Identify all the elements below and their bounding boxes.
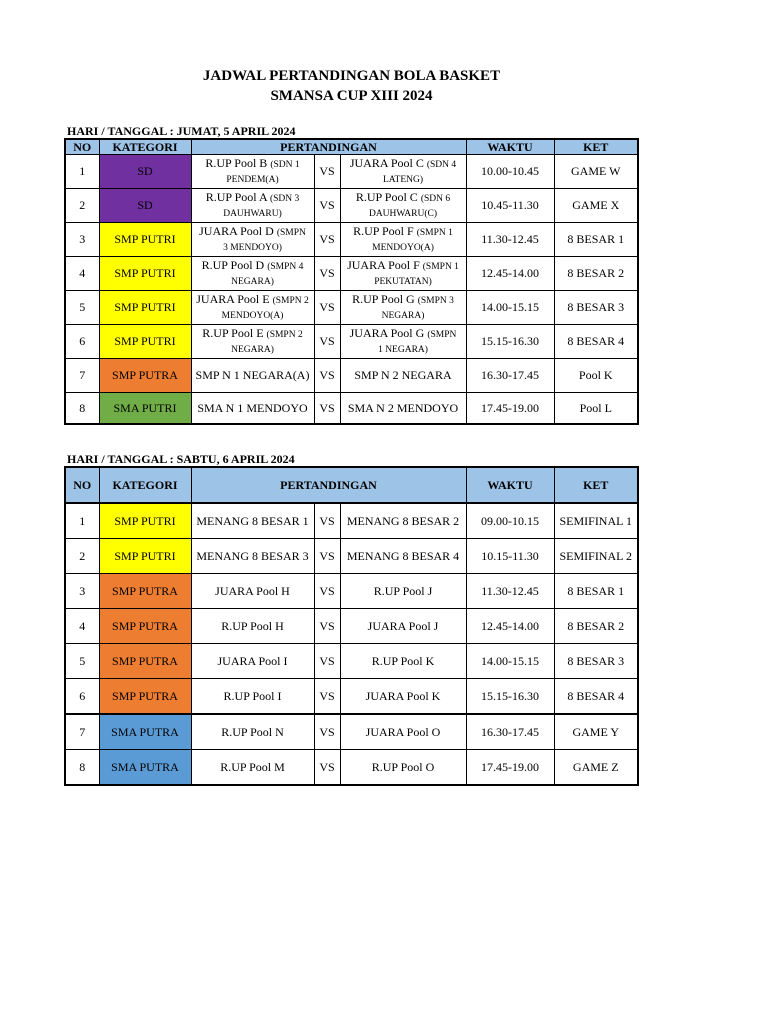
table-row [65,574,638,609]
team_b-name: MENANG 8 BESAR 2 [346,513,460,528]
cell-kategori: SD [99,155,191,189]
team_a-name: R.UP Pool E [202,325,264,340]
cell-vs: VS [314,393,340,425]
cell-no: 4 [65,257,99,291]
team_b-school-name: 1 NEGARA) [378,344,428,355]
table-row [65,539,638,574]
team_a-school-name: 3 MENDOYO) [223,242,282,253]
cell-vs: VS [314,539,340,574]
cell-waktu: 16.30-17.45 [466,714,554,750]
team_a-school-note: (SDN 1 [270,159,300,170]
cell-waktu: 12.45-14.00 [466,257,554,291]
cell-team-b [340,503,466,539]
col-header-waktu: WAKTU [466,139,554,155]
cell-kategori: SMA PUTRI [99,393,191,425]
table-row [65,609,638,644]
cell-team-a [191,714,314,750]
table-row [65,291,638,325]
table-row [65,714,638,750]
cell-team-a [191,609,314,644]
cell-team-b [340,257,466,291]
team_a-name: R.UP Pool D [201,257,265,272]
cell-kategori: SMA PUTRA [99,714,191,750]
cell-waktu: 10.15-11.30 [466,539,554,574]
team_a-name: JUARA Pool I [217,653,288,668]
cell-no: 8 [65,750,99,786]
cell-waktu: 17.45-19.00 [466,393,554,425]
cell-team-b [340,223,466,257]
cell-no: 2 [65,189,99,223]
cell-kategori: SMP PUTRA [99,574,191,609]
cell-kategori: SMP PUTRA [99,359,191,393]
team_a-name: JUARA Pool D [199,223,274,238]
cell-waktu: 11.30-12.45 [466,223,554,257]
team_a-school-name: NEGARA) [231,344,274,355]
col-header-ket: KET [554,467,638,503]
team_b-school-note: (SDN 4 [426,159,457,170]
team_a-school-note: (SDN 3 [269,193,300,204]
team_b-school-name: PEKUTATAN) [374,276,432,287]
cell-ket: 8 BESAR 3 [554,644,638,679]
team_b-name: JUARA Pool C [349,155,424,170]
team_a-name: R.UP Pool N [221,724,284,739]
cell-ket: 8 BESAR 4 [554,325,638,359]
team_b-name: JUARA Pool O [365,724,441,739]
team_a-school-name: PENDEM(A) [226,174,279,185]
cell-vs: VS [314,503,340,539]
cell-team-b [340,155,466,189]
cell-team-a [191,325,314,359]
cell-kategori: SMP PUTRI [99,291,191,325]
cell-team-b [340,714,466,750]
cell-ket: GAME Y [554,714,638,750]
cell-team-a [191,539,314,574]
cell-no: 1 [65,503,99,539]
cell-ket: GAME X [554,189,638,223]
team_b-name: JUARA Pool J [367,618,439,633]
team_b-school-name: LATENG) [382,174,424,185]
cell-kategori: SMP PUTRI [99,539,191,574]
cell-vs: VS [314,644,340,679]
cell-team-a [191,393,314,425]
cell-team-b [340,644,466,679]
team_a-school-name: MENDOYO(A) [221,310,284,321]
cell-ket: Pool K [554,359,638,393]
cell-team-a [191,223,314,257]
day2-label: HARI / TANGGAL : SABTU, 6 APRIL 2024 [67,452,295,466]
cell-kategori: SMA PUTRA [99,750,191,786]
cell-vs: VS [314,223,340,257]
cell-no: 6 [65,325,99,359]
cell-ket: 8 BESAR 1 [554,574,638,609]
col-header-pertandingan: PERTANDINGAN [191,467,466,503]
team_b-school-note: (SMPN 3 [417,295,454,306]
cell-team-a [191,679,314,715]
team_b-name: JUARA Pool K [365,688,441,703]
col-header-kategori: KATEGORI [99,467,191,503]
team_a-name: R.UP Pool A [205,189,267,204]
cell-team-a [191,359,314,393]
cell-no: 3 [65,574,99,609]
cell-vs: VS [314,609,340,644]
table-header-row [65,467,638,503]
team_a-name: JUARA Pool H [215,583,290,598]
cell-vs: VS [314,291,340,325]
team_b-name: R.UP Pool O [371,759,435,774]
team_b-school-name: MENDOYO(A) [372,242,434,253]
team_b-school-name: NEGARA) [381,310,425,321]
team_b-name: SMA N 2 MENDOYO [347,400,459,415]
cell-ket: GAME W [554,155,638,189]
team_a-name: R.UP Pool I [223,688,282,703]
cell-kategori: SMP PUTRA [99,609,191,644]
cell-waktu: 14.00-15.15 [466,644,554,679]
cell-ket: GAME Z [554,750,638,786]
cell-waktu: 15.15-16.30 [466,325,554,359]
day1-label: HARI / TANGGAL : JUMAT, 5 APRIL 2024 [67,124,296,138]
cell-ket: 8 BESAR 2 [554,257,638,291]
col-header-no: NO [65,139,99,155]
cell-kategori: SD [99,189,191,223]
team_a-school-name: DAUHWARU) [223,208,282,219]
schedule-table-day1 [64,138,639,425]
team_a-name: SMA N 1 MENDOYO [197,400,308,415]
cell-no: 5 [65,644,99,679]
cell-waktu: 12.45-14.00 [466,609,554,644]
cell-ket: SEMIFINAL 1 [554,503,638,539]
cell-ket: 8 BESAR 2 [554,609,638,644]
table-row [65,644,638,679]
cell-kategori: SMP PUTRI [99,325,191,359]
cell-kategori: SMP PUTRI [99,503,191,539]
cell-ket: 8 BESAR 3 [554,291,638,325]
col-header-waktu: WAKTU [466,467,554,503]
team_a-name: MENANG 8 BESAR 3 [196,548,309,563]
cell-team-b [340,359,466,393]
cell-team-b [340,609,466,644]
team_a-name: R.UP Pool M [220,759,285,774]
cell-vs: VS [314,325,340,359]
cell-team-a [191,189,314,223]
table-row [65,257,638,291]
cell-team-a [191,257,314,291]
col-header-pertandingan: PERTANDINGAN [191,139,466,155]
cell-team-b [340,574,466,609]
team_a-name: R.UP Pool B [205,155,268,170]
col-header-kategori: KATEGORI [99,139,191,155]
schedule-table-day2 [64,466,639,786]
cell-waktu: 16.30-17.45 [466,359,554,393]
cell-ket: Pool L [554,393,638,425]
cell-team-a [191,574,314,609]
cell-waktu: 09.00-10.15 [466,503,554,539]
cell-team-b [340,539,466,574]
cell-team-a [191,503,314,539]
table-row [65,223,638,257]
cell-ket: SEMIFINAL 2 [554,539,638,574]
team_a-school-name: NEGARA) [231,276,274,287]
cell-no: 3 [65,223,99,257]
cell-no: 7 [65,714,99,750]
cell-vs: VS [314,155,340,189]
table-row [65,359,638,393]
cell-team-b [340,750,466,786]
cell-waktu: 10.45-11.30 [466,189,554,223]
cell-kategori: SMP PUTRI [99,223,191,257]
document-title: JADWAL PERTANDINGAN BOLA BASKET [202,68,501,84]
col-header-ket: KET [554,139,638,155]
table-row [65,503,638,539]
team_b-name: SMP N 2 NEGARA [354,368,452,382]
cell-waktu: 11.30-12.45 [466,574,554,609]
cell-vs: VS [314,750,340,786]
cell-team-b [340,189,466,223]
team_b-name: MENANG 8 BESAR 4 [346,548,460,563]
cell-vs: VS [314,257,340,291]
team_b-name: JUARA Pool G [349,325,425,340]
team_b-school-note: (SMPN 1 [422,261,459,272]
cell-no: 6 [65,679,99,715]
table-row [65,750,638,786]
team_a-name: SMP N 1 NEGARA(A) [195,368,310,382]
table-row [65,679,638,715]
team_b-name: R.UP Pool C [355,189,418,204]
team_a-school-note: (SMPN [276,227,306,238]
team_b-name: R.UP Pool G [352,291,415,306]
team_a-name: R.UP Pool H [221,618,284,633]
team_a-school-note: (SMPN 2 [266,329,303,340]
table-row [65,393,638,425]
cell-kategori: SMP PUTRI [99,257,191,291]
cell-team-a [191,155,314,189]
table-row [65,155,638,189]
team_b-school-note: (SMPN 1 [416,227,453,238]
cell-waktu: 10.00-10.45 [466,155,554,189]
team_a-school-note: (SMPN 4 [267,261,304,272]
cell-vs: VS [314,189,340,223]
cell-no: 4 [65,609,99,644]
cell-team-b [340,679,466,715]
cell-team-a [191,291,314,325]
team_b-name: R.UP Pool F [353,223,414,238]
table-row [65,325,638,359]
team_b-name: R.UP Pool J [373,583,433,598]
team_a-school-note: (SMPN 2 [272,295,309,306]
cell-waktu: 14.00-15.15 [466,291,554,325]
col-header-no: NO [65,467,99,503]
team_b-school-note: (SMPN [427,329,457,340]
cell-team-b [340,393,466,425]
cell-no: 7 [65,359,99,393]
team_a-name: JUARA Pool E [196,291,270,306]
team_b-name: R.UP Pool K [371,653,435,668]
cell-no: 8 [65,393,99,425]
table-row [65,189,638,223]
cell-team-b [340,325,466,359]
cell-vs: VS [314,714,340,750]
team_b-school-name: DAUHWARU(C) [368,208,438,219]
document-subtitle: SMANSA CUP XIII 2024 [270,88,433,104]
cell-kategori: SMP PUTRA [99,644,191,679]
cell-team-a [191,750,314,786]
team_b-name: JUARA Pool F [347,257,420,272]
cell-kategori: SMP PUTRA [99,679,191,715]
cell-team-a [191,644,314,679]
cell-waktu: 17.45-19.00 [466,750,554,786]
cell-vs: VS [314,574,340,609]
cell-vs: VS [314,679,340,715]
cell-ket: 8 BESAR 4 [554,679,638,715]
cell-team-b [340,291,466,325]
cell-no: 1 [65,155,99,189]
cell-no: 5 [65,291,99,325]
cell-vs: VS [314,359,340,393]
team_a-name: MENANG 8 BESAR 1 [196,513,309,528]
team_b-school-note: (SDN 6 [420,193,451,204]
table-header-row [65,139,638,155]
cell-ket: 8 BESAR 1 [554,223,638,257]
cell-no: 2 [65,539,99,574]
cell-waktu: 15.15-16.30 [466,679,554,715]
